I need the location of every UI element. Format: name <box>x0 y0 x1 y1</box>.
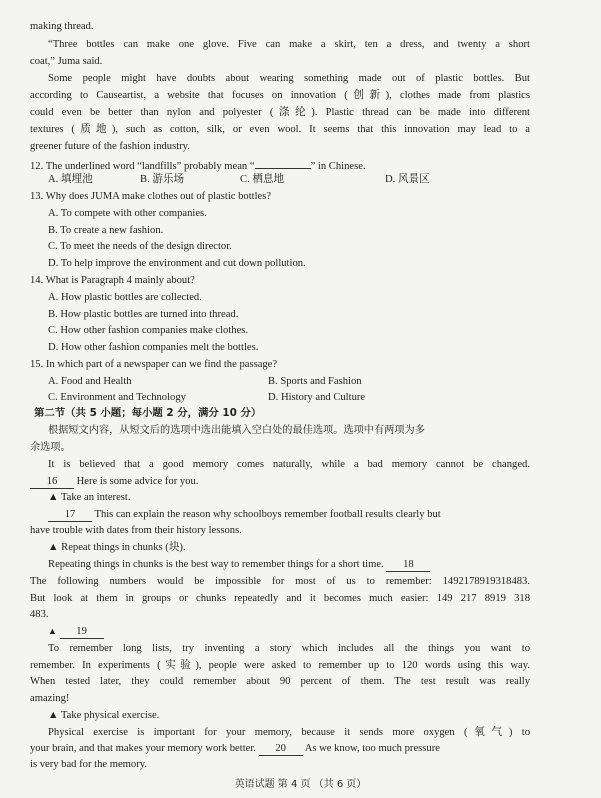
answer-blank-16[interactable]: 16 <box>30 476 74 489</box>
cloze-line: Physical exercise is important for your memory, because it sends more oxygen (氧气) to <box>48 727 530 738</box>
cloze-line: 17 This can explain the reason why schoolboys remember football results clearly but <box>0 508 601 522</box>
option-c[interactable]: C. To meet the needs of the design director. <box>48 241 232 252</box>
option-b[interactable]: B. How plastic bottles are turned into thread. <box>48 309 239 320</box>
cloze-subheading <box>0 625 601 639</box>
option-b[interactable]: B. Sports and Fashion <box>268 376 362 387</box>
passage-line: coat,” Juma said. <box>30 56 103 67</box>
cloze-line: Repeating things in chunks is the best way to remember things for a short time. 18 <box>0 558 601 572</box>
option-a[interactable]: A. Food and Health <box>48 376 132 387</box>
cloze-line: The following numbers would be impossible for most of us to remember: 1492178919318483. <box>30 576 530 587</box>
cloze-line: 483. <box>30 609 49 620</box>
option-c[interactable]: C. Environment and Technology <box>48 392 186 403</box>
cloze-subheading: ▲ Take an interest. <box>48 492 131 503</box>
cloze-subheading: ▲ Repeat things in chunks (块). <box>48 542 186 553</box>
question-15-stem: 15. In which part of a newspaper can we find the passage? <box>30 359 278 370</box>
passage-line: textures (质地), such as cotton, silk, or even wool. It seems that this innovation may lead to a <box>30 124 530 135</box>
cloze-line: To remember long lists, try inventing a story which includes all the things you want to <box>48 643 530 654</box>
cloze-line: When tested later, they could remember about 90 percent of them. The test result was really <box>30 676 530 687</box>
option-d[interactable]: D. History and Culture <box>268 392 366 403</box>
passage-line: greener future of the fashion industry. <box>30 141 190 152</box>
answer-blank-20[interactable]: 20 <box>259 743 303 756</box>
cloze-line: is very bad for the memory. <box>30 759 147 770</box>
cloze-line: have trouble with dates from their history lessons. <box>30 525 242 536</box>
cloze-line: It is believed that a good memory comes naturally, while a bad memory cannot be changed. <box>48 459 530 470</box>
section-heading: 第二节（共 5 小题；每小题 2 分，满分 10 分） <box>34 407 262 419</box>
answer-blank[interactable] <box>255 156 311 169</box>
answer-blank-17[interactable]: 17 <box>48 509 92 522</box>
answer-blank-18[interactable]: 18 <box>386 559 430 572</box>
passage-line: making thread. <box>30 21 94 32</box>
section-instructions: 根据短文内容，从短文后的选项中选出能填入空白处的最佳选项。选项中有两项为多 <box>48 425 425 436</box>
question-14-stem: 14. What is Paragraph 4 mainly about? <box>30 275 195 286</box>
option-b[interactable]: B. 游乐场 <box>140 174 185 185</box>
passage-line: could even be better than nylon and polyester (涤纶). Plastic thread can be made into different <box>30 107 530 118</box>
cloze-line: remember. In experiments (实验), people were asked to remember up to 120 words using this way. <box>30 660 530 671</box>
passage-line: according to Causeartist, a website that focuses on innovation (创新), clothes made from plastics <box>30 90 530 101</box>
option-c[interactable]: C. 栖息地 <box>240 174 285 185</box>
answer-blank-19[interactable]: 19 <box>60 626 104 639</box>
option-a[interactable]: A. 填埋池 <box>48 174 93 185</box>
option-b[interactable]: B. To create a new fashion. <box>48 225 164 236</box>
option-a[interactable]: A. To compete with other companies. <box>48 208 207 219</box>
option-d[interactable]: D. How other fashion companies melt the bottles. <box>48 342 259 353</box>
section-instructions: 余选项。 <box>30 442 71 453</box>
page-footer: 英语试题 第 4 页 （共 6 页） <box>234 779 367 790</box>
option-d[interactable]: D. To help improve the environment and cut down pollution. <box>48 258 306 269</box>
cloze-subheading: ▲ Take physical exercise. <box>48 710 160 721</box>
option-a[interactable]: A. How plastic bottles are collected. <box>48 292 202 303</box>
passage-line: Some people might have doubts about wearing something made out of plastic bottles. But <box>48 73 530 84</box>
question-12-stem: 12. The underlined word “landfills” probably mean “ ” in Chinese. <box>0 156 601 173</box>
cloze-line: 16 Here is some advice for you. <box>0 475 601 489</box>
question-13-stem: 13. Why does JUMA make clothes out of plastic bottles? <box>30 191 272 202</box>
triangle-icon: ▲ <box>48 626 57 636</box>
cloze-line: your brain, and that makes your memory work better. 20 As we know, too much pressure <box>30 743 440 754</box>
cloze-line: amazing! <box>30 693 70 704</box>
cloze-line: But look at them in groups or chunks repeatedly and it becomes much easier: 149 217 8919 318 <box>30 593 530 604</box>
option-d[interactable]: D. 风景区 <box>385 174 430 185</box>
passage-line: “Three bottles can make one glove. Five can make a skirt, ten a dress, and twenty a short <box>48 39 530 50</box>
option-c[interactable]: C. How other fashion companies make clothes. <box>48 325 249 336</box>
